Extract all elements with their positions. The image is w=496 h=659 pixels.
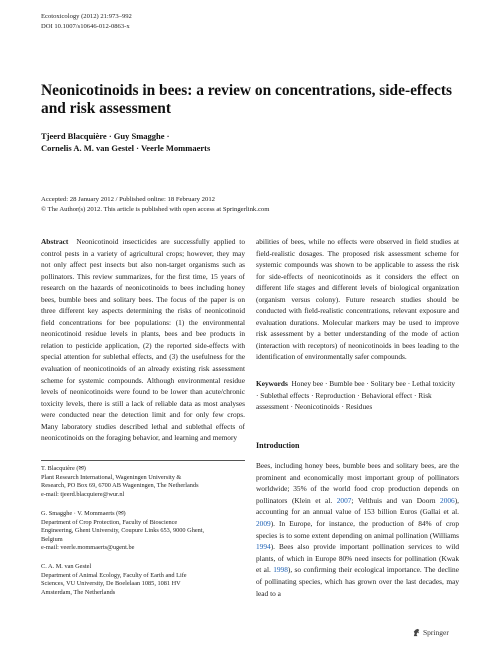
affiliation-email[interactable]: e-mail: veerle.mommaerts@ugent.be xyxy=(41,544,135,552)
citation-link[interactable]: 1994 xyxy=(256,542,271,552)
affiliation-line: Sciences, VU University, De Boelelaan 1085, 1081 HV xyxy=(41,580,181,588)
affiliation-block xyxy=(41,563,245,597)
citation-link[interactable]: 2007 xyxy=(336,495,352,505)
authors-line-1[interactable]: Tjeerd Blacquière · Guy Smagghe · xyxy=(41,131,170,141)
publication-dates xyxy=(41,195,461,214)
springer-horse-icon xyxy=(412,628,421,637)
intro-text-1: Bees, including honey bees, bumble bees and solitary bees, are the prominent and economically most important group of pollinators worldwide; 35% of the world food crop production depends on pollinators (Klein et al. xyxy=(256,461,459,505)
journal-citation: Ecotoxicology (2012) 21:973–992 xyxy=(41,13,132,20)
keywords-label: Keywords xyxy=(256,379,288,388)
authors-line-2[interactable]: Cornelis A. M. van Gestel · Veerle Mommaerts xyxy=(41,143,211,153)
intro-text-5: ). Bees also provide important pollination services to wild plants, of which in Europe 80% need insects for pollination (Kwak et al. xyxy=(256,542,459,575)
abstract-left-column xyxy=(41,236,245,444)
citation-link[interactable]: 1998 xyxy=(273,565,288,575)
doi[interactable]: DOI 10.1007/s10646-012-0863-x xyxy=(41,23,130,30)
article-title: Neonicotinoids in bees: a review on concentrations, side-effects and risk assessment xyxy=(41,82,452,117)
author-list xyxy=(41,130,421,154)
affiliation-divider xyxy=(41,460,245,461)
abstract-text-left: Neonicotinoid insecticides are successfully applied to control pests in a variety of agricultural crops; however, they may not only affect pest insects but also non-target organisms such as pollinators. This review summarizes, for the first time, 15 years of research on the hazards of neonicotinoids to bees including honey bees, bumble bees and solitary bees. The focus of the paper is on three different key aspects determining the risks of neonicotinoid field concentrations for bee populations: (1) the environmental neonicotinoid residue levels in plants, bees and bee products in relation to pesticide application, (2) the reported side-effects with special attention for sublethal effects, and (3) the usefulness for the evaluation of neonicotinoids of an already existing risk assessment scheme for systemic compounds. Although environmental residue levels of neonicotinoids were found to be lower than acute/chronic toxicity levels, there is still a lack of reliable data as most analyses were conducted near the detection limit and for only few crops. Many laboratory studies described lethal and sublethal effects of neonicotinoids on the foraging behavior, and learning and memory xyxy=(41,237,246,443)
keywords-text: Honey bee · Bumble bee · Solitary bee · Lethal toxicity · Sublethal effects · Reproduction · Behavioral effect · Risk assessment · Neonicotinoids · Residues xyxy=(256,379,456,412)
publisher-name: Springer xyxy=(423,628,449,637)
abstract-right-column xyxy=(256,236,459,363)
intro-text-2: ; Velthuis and van Doorn xyxy=(351,495,441,505)
affiliation-line: Belgium xyxy=(41,535,63,543)
citation-link[interactable]: 2006 xyxy=(440,495,455,505)
affiliation-block xyxy=(41,510,245,553)
affiliation-name: G. Smagghe · V. Mommaerts (✉) xyxy=(41,510,126,517)
journal-header xyxy=(41,12,132,32)
copyright-notice: © The Author(s) 2012. This article is published with open access at Springerlink.com xyxy=(41,205,270,213)
introduction-heading: Introduction xyxy=(256,441,300,450)
accepted-date: Accepted: 28 January 2012 / Published online: 18 February 2012 xyxy=(41,196,216,203)
abstract-text-right: abilities of bees, while no effects were observed in field studies at field-realistic dosages. The proposed risk assessment scheme for systemic compounds was shown to be applicable to assess the risk for side-effects of neonicotinoids as it considers the effect on different life stages and different levels of biological organization (organism versus colony). Future research studies should be conducted with field-realistic concentrations, relevant exposure and evaluation durations. Molecular markers may be used to improve risk assessment by a better understanding of the mode of action (interaction with receptors) of neonicotinoids in bees leading to the identification of environmentally safer compounds. xyxy=(256,237,459,362)
affiliation-line: Plant Research International, Wageningen University & xyxy=(41,473,182,481)
affiliation-line: Amsterdam, The Netherlands xyxy=(41,588,116,596)
affiliation-email[interactable]: e-mail: tjeerd.blacquiere@wur.nl xyxy=(41,490,125,498)
affiliation-block xyxy=(41,465,245,499)
affiliation-line: Research, PO Box 69, 6700 AB Wageningen, The Netherlands xyxy=(41,482,199,490)
affiliation-name: C. A. M. van Gestel xyxy=(41,563,92,570)
abstract-label: Abstract xyxy=(41,237,69,246)
intro-text-3: ), accounting for an annual value of 153 billion Euros (Gallai et al. xyxy=(256,495,459,517)
affiliation-name: T. Blacquière (✉) xyxy=(41,465,86,472)
affiliation-line: Engineering, Ghent University, Coupure Links 653, 9000 Ghent, xyxy=(41,527,205,535)
affiliation-line: Department of Crop Protection, Faculty of Bioscience xyxy=(41,518,178,526)
intro-text-4: ). In Europe, for instance, the production of 84% of crop species is to some extent depending on animal pollination (Williams xyxy=(256,518,459,540)
introduction-text xyxy=(256,460,459,599)
intro-text-6: ), so confirming their ecological importance. The decline of pollinating species, which has grown over the last decades, may lead to a xyxy=(256,565,459,598)
citation-link[interactable]: 2009 xyxy=(256,518,271,528)
keywords xyxy=(256,378,459,413)
affiliation-line: Department of Animal Ecology, Faculty of Earth and Life xyxy=(41,571,187,579)
publisher-logo xyxy=(412,628,449,637)
